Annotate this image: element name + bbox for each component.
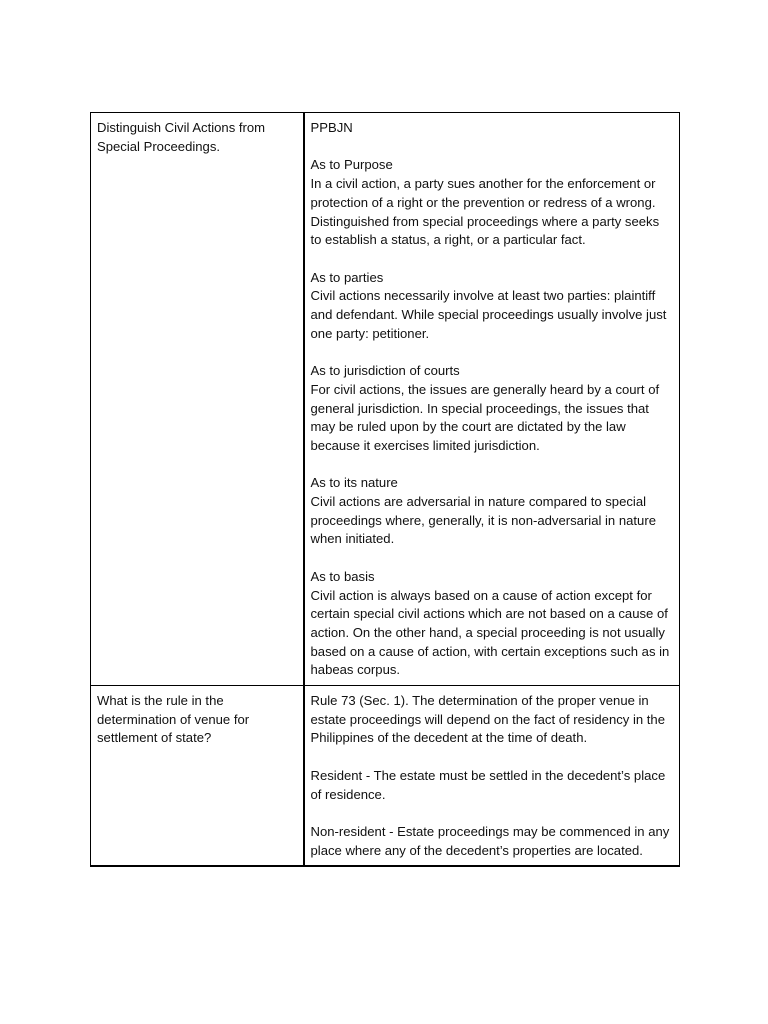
section-heading-purpose: As to Purpose (310, 157, 393, 173)
section-heading-nature: As to its nature (310, 475, 398, 491)
answer-intro: PPBJN (310, 120, 353, 135)
answer-cell (304, 113, 680, 686)
answer-cell (304, 686, 680, 867)
question-cell (91, 686, 304, 867)
section-heading-jurisdiction: As to jurisdiction of courts (310, 363, 460, 379)
section-text-purpose: In a civil action, a party sues another for the enforcement or protection of a right or the prevention or redress of a wrong. Distinguished from special proceedings where a party seeks to establish a status, a right, or a particular fact. (310, 176, 660, 248)
section-text-nature: Civil actions are adversarial in nature compared to special proceedings where, generally, it is non-adversarial in nature when initiated. (310, 494, 656, 547)
question-cell (91, 113, 304, 686)
section-heading-basis: As to basis (310, 568, 375, 584)
qa-table (90, 112, 680, 867)
table-row (91, 686, 680, 867)
venue-rule-paragraph: Rule 73 (Sec. 1). The determination of the proper venue in estate proceedings will depend on the fact of residency in the Philippines of the decedent at the time of death. (310, 693, 665, 746)
section-text-parties: Civil actions necessarily involve at least two parties: plaintiff and defendant. While special proceedings usually involve just one party: petitioner. (310, 288, 667, 341)
section-text-basis: Civil action is always based on a cause of action except for certain special civil actions which are not based on a cause of action. On the other hand, a special proceeding is not usually based on a cause of action, with certain exceptions such as in habeas corpus. (310, 587, 670, 678)
resident-paragraph: Resident - The estate must be settled in the decedent’s place of residence. (310, 767, 666, 802)
question-text: What is the rule in the determination of venue for settlement of state? (97, 693, 250, 746)
non-resident-paragraph: Non-resident - Estate proceedings may be commenced in any place where any of the decedent’s properties are located. (310, 823, 670, 858)
section-text-jurisdiction: For civil actions, the issues are generally heard by a court of general jurisdiction. In special proceedings, the issues that may be ruled upon by the court are dictated by the law because it exercises limited jurisdiction. (310, 381, 660, 453)
section-heading-parties: As to parties (310, 269, 384, 285)
table-row (91, 113, 680, 686)
question-text: Distinguish Civil Actions from Special Proceedings. (97, 120, 266, 154)
